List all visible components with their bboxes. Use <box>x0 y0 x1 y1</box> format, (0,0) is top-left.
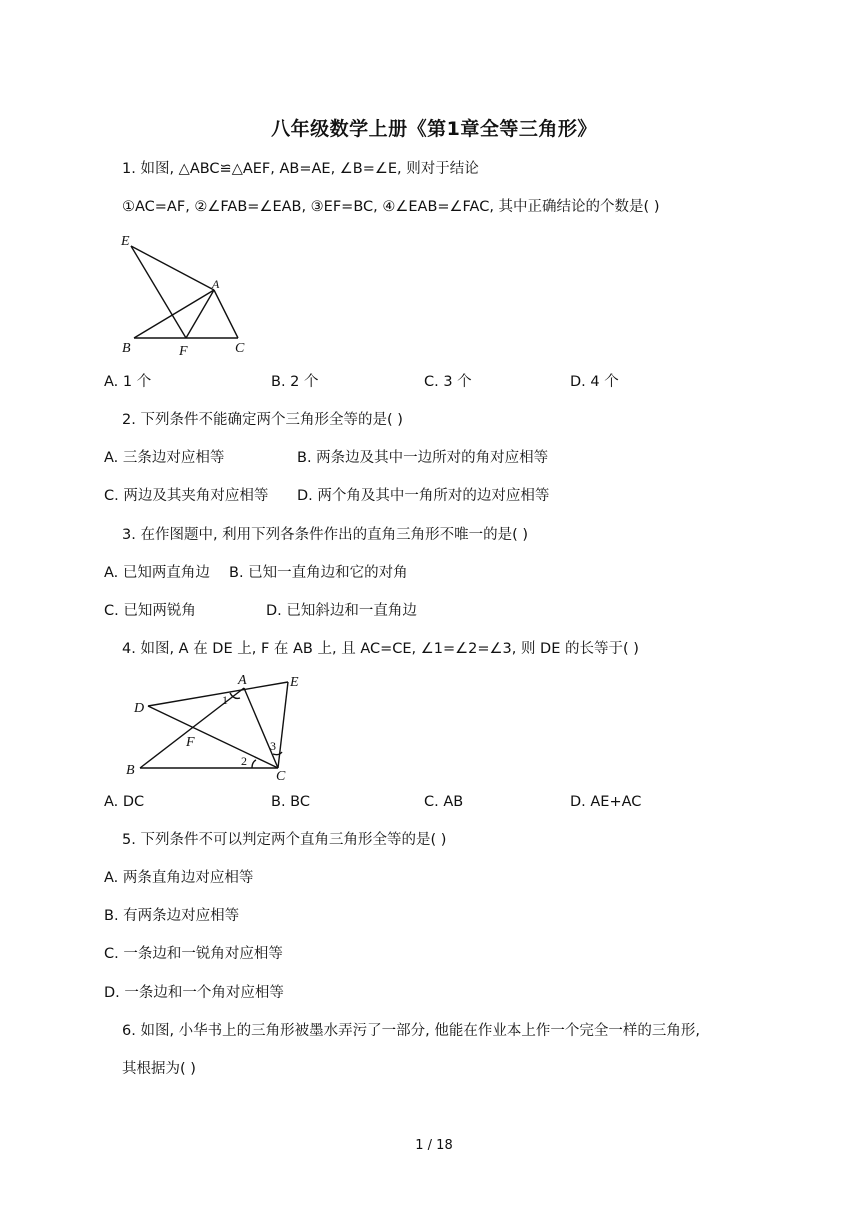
question-4-option-d: D. AE+AC <box>570 794 642 810</box>
question-2-option-b: B. 两条边及其中一边所对的角对应相等 <box>297 450 549 466</box>
question-4-option-a: A. DC <box>104 794 145 810</box>
page-title: 八年级数学上册《第1章全等三角形》 <box>271 118 597 140</box>
question-5-option-d: D. 一条边和一个角对应相等 <box>104 985 284 1001</box>
question-2-option-a: A. 三条边对应相等 <box>104 450 225 466</box>
question-3-option-c: C. 已知两锐角 <box>104 603 196 619</box>
question-2-stem: 2. 下列条件不能确定两个三角形全等的是( ) <box>122 412 403 428</box>
label-a: A <box>238 673 247 688</box>
label-a: A <box>212 277 220 291</box>
label-d: D <box>134 701 145 716</box>
question-1-option-a: A. 1 个 <box>104 374 152 390</box>
question-4-option-b: B. BC <box>271 794 310 810</box>
label-c: C <box>235 341 245 356</box>
figure-quadrilateral-dabce <box>120 668 320 784</box>
label-angle-3: 3 <box>270 739 276 753</box>
question-1-option-c: C. 3 个 <box>424 374 472 390</box>
question-4-option-c: C. AB <box>424 794 464 810</box>
question-3-option-b: B. 已知一直角边和它的对角 <box>229 565 408 581</box>
question-1-option-b: B. 2 个 <box>271 374 319 390</box>
question-5-option-a: A. 两条直角边对应相等 <box>104 870 254 886</box>
label-f: F <box>186 735 195 750</box>
question-1-stem-line-2: ①AC=AF, ②∠FAB=∠EAB, ③EF=BC, ④∠EAB=∠FAC, 其中正确结论的个数是( ) <box>122 199 660 215</box>
question-6-stem-line-2: 其根据为( ) <box>122 1061 196 1077</box>
label-e: E <box>290 675 299 690</box>
question-3-option-a: A. 已知两直角边 <box>104 565 210 581</box>
question-2-option-d: D. 两个角及其中一角所对的边对应相等 <box>297 488 550 504</box>
figure-triangle-abc-aef <box>116 228 256 358</box>
label-b: B <box>126 763 135 778</box>
label-f: F <box>179 344 188 358</box>
label-e: E <box>121 234 130 249</box>
question-2-option-c: C. 两边及其夹角对应相等 <box>104 488 269 504</box>
label-c: C <box>276 769 286 784</box>
question-3-option-d: D. 已知斜边和一直角边 <box>266 603 417 619</box>
question-5-stem: 5. 下列条件不可以判定两个直角三角形全等的是( ) <box>122 832 447 848</box>
question-5-option-b: B. 有两条边对应相等 <box>104 908 240 924</box>
label-angle-1: 1 <box>222 693 228 707</box>
question-6-stem-line-1: 6. 如图, 小华书上的三角形被墨水弄污了一部分, 他能在作业本上作一个完全一样的三角形, <box>122 1023 700 1039</box>
question-1-option-d: D. 4 个 <box>570 374 619 390</box>
question-1-stem-line-1: 1. 如图, △ABC≌△AEF, AB=AE, ∠B=∠E, 则对于结论 <box>122 161 479 177</box>
label-angle-2: 2 <box>241 754 247 768</box>
question-3-stem: 3. 在作图题中, 利用下列各条件作出的直角三角形不唯一的是( ) <box>122 527 529 543</box>
page-number: 1 / 18 <box>415 1138 453 1153</box>
question-5-option-c: C. 一条边和一锐角对应相等 <box>104 946 283 962</box>
label-b: B <box>122 341 131 356</box>
question-4-stem: 4. 如图, A 在 DE 上, F 在 AB 上, 且 AC=CE, ∠1=∠2=∠3, 则 DE 的长等于( ) <box>122 641 639 657</box>
